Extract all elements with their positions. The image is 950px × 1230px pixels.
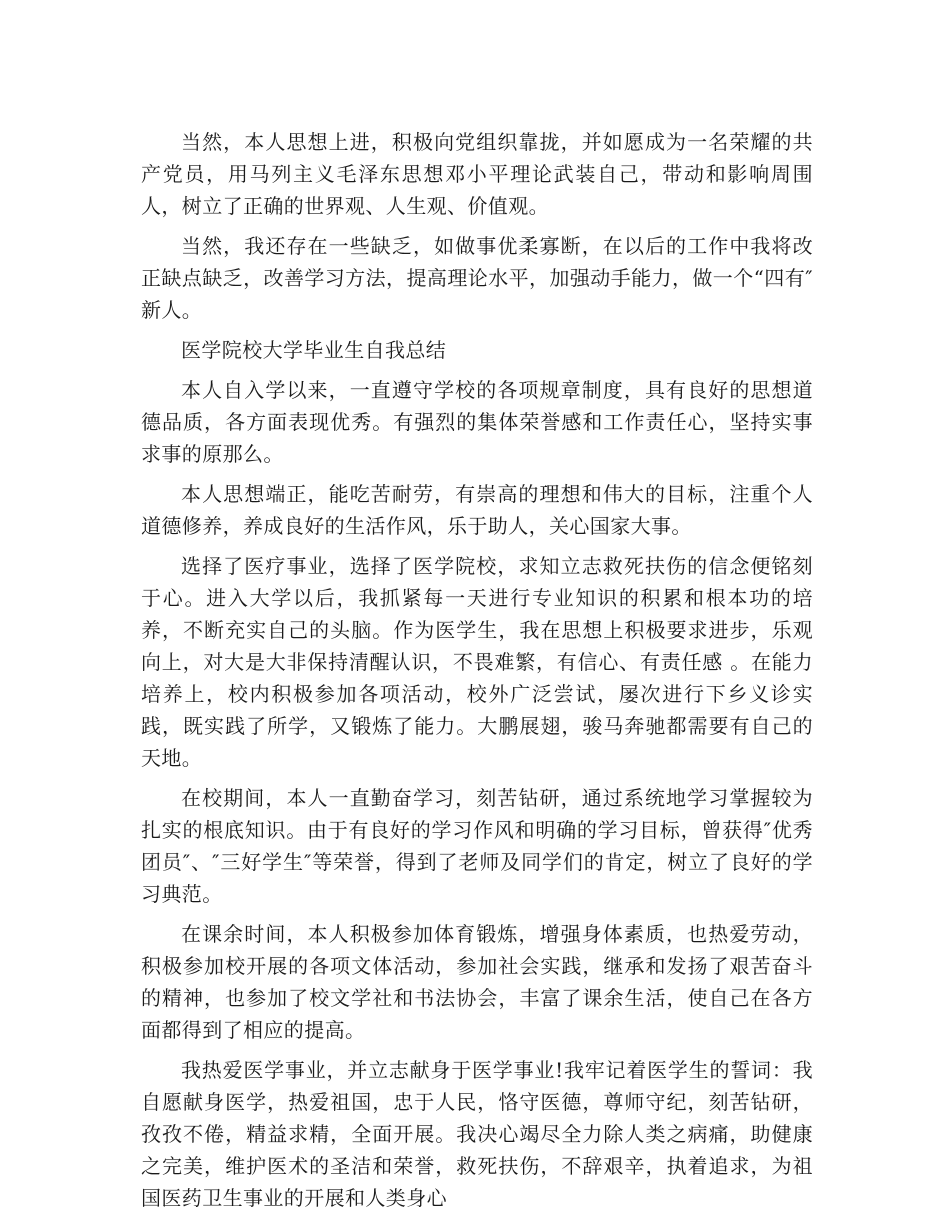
paragraph-discipline: 本人自入学以来，一直遵守学校的各项规章制度，具有良好的思想道 德品质，各方面表现优秀。有强烈的集体荣誉感和工作责任心，坚持实事求事的原那么。 bbox=[141, 378, 813, 466]
document-body bbox=[141, 126, 813, 1222]
paragraph-character: 本人思想端正，能吃苦耐劳，有崇高的理想和伟大的目标，注重个人道德修养，养成良好的生活作风，乐于助人，关心国家大事。 bbox=[141, 482, 813, 538]
section-title: 医学院校大学毕业生自我总结 bbox=[181, 338, 447, 362]
paragraph-medical-career: 选择了医疗事业，选择了医学院校，求知立志救死扶伤的信念便铭刻于心。进入大学以后，我抓紧每一天进行专业知识的积累和根本功的培养，不断充实自己的头脑。作为医学生，我在思想上积极要求进步，乐观向上，对大是大非保持清醒认识，不畏难繁，有信心、有责任感 。在能力培养上，校内积极参加各项活动，校外广泛尝试，屡次进行下乡义诊实践，既实践了所学，又锻炼了能力。大鹏展翅，骏马奔驰都需要有自己的天地。 bbox=[141, 554, 813, 770]
paragraph-shortcomings: 当然，我还存在一些缺乏，如做事优柔寡断，在以后的工作中我将改正缺点缺乏，改善学习方法，提高理论水平，加强动手能力，做一个“四有″新人。 bbox=[141, 234, 813, 322]
paragraph-extracurricular: 在课余时间，本人积极参加体育锻炼，增强身体素质，也热爱劳动，积极参加校开展的各项文体活动，参加社会实践，继承和发扬了艰苦奋斗的精神，也参加了校文学社和书法协会，丰富了课余生活，使自己在各方面都得到了相应的提高。 bbox=[141, 922, 813, 1042]
paragraph-oath: 我热爱医学事业，并立志献身于医学事业!我牢记着医学生的誓词：我自愿献身医学，热爱祖国，忠于人民，恪守医德，尊师守纪，刻苦钻研，孜孜不倦，精益求精，全面开展。我决心竭尽全力除人类之病痛，助健康之完美，维护医术的圣洁和荣誉，救死扶伤，不辞艰辛，执着追求，为祖国医药卫生事业的开展和人类身心 bbox=[141, 1058, 813, 1210]
paragraph-study: 在校期间，本人一直勤奋学习，刻苦钻研，通过系统地学习掌握较为扎实的根底知识。由于有良好的学习作风和明确的学习目标，曾获得″优秀团员″、″三好学生″等荣誉，得到了老师及同学们的肯定，树立了良好的学习典范。 bbox=[141, 786, 813, 906]
paragraph-party-member: 当然，本人思想上进，积极向党组织靠拢，并如愿成为一名荣耀的共产党员，用马列主义毛泽东思想邓小平理论武装自己，带动和影响周围人，树立了正确的世界观、人生观、价值观。 bbox=[141, 130, 813, 218]
